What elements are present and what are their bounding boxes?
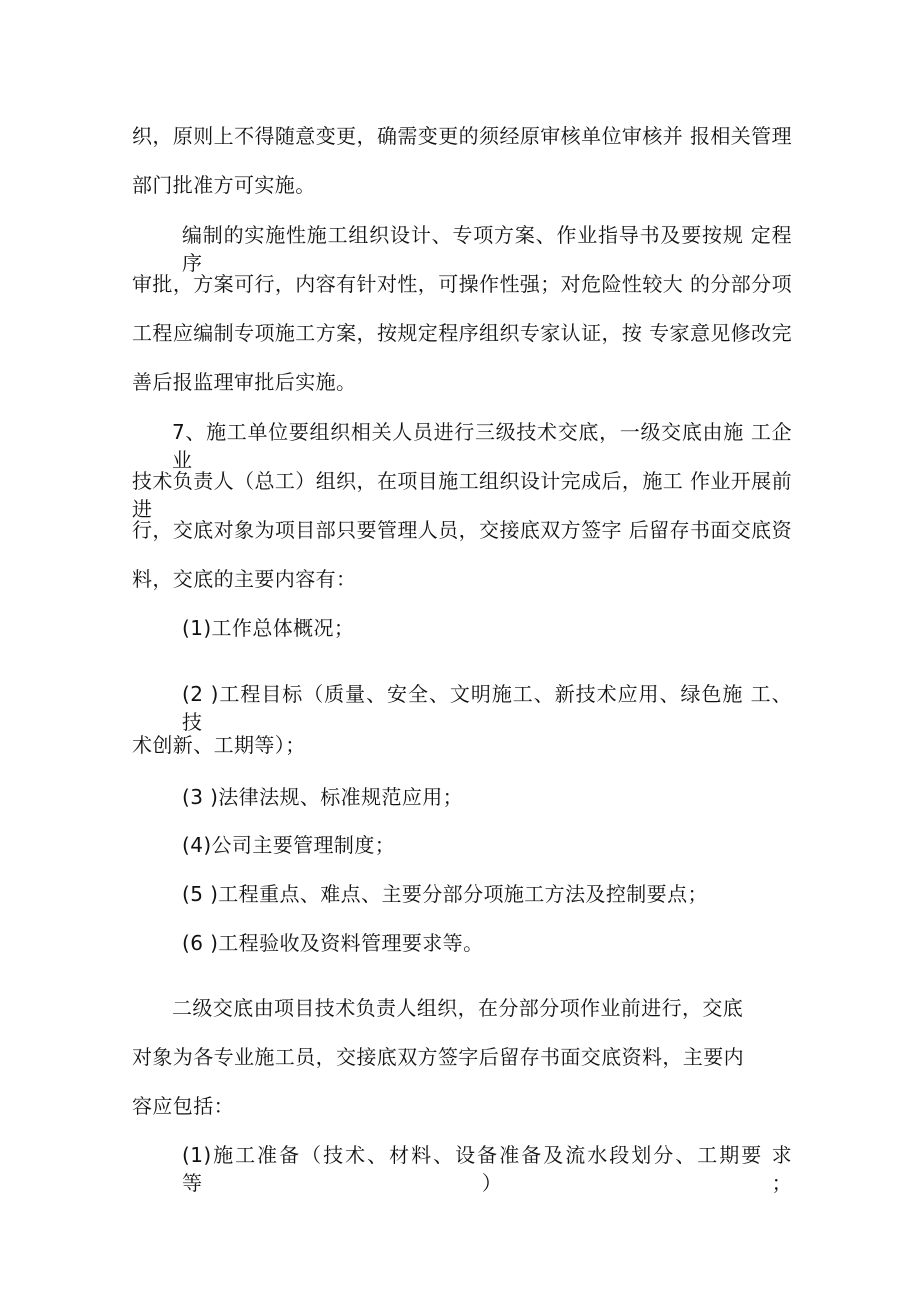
text-line: 工程应编制专项施工方案，按规定程序组织专家认证，按 专家意见修改完 <box>132 321 792 345</box>
text-line: (2 )工程目标（质量、安全、文明施工、新技术应用、绿色施 工、技 <box>182 682 792 734</box>
text-line: 织，原则上不得随意变更，确需变更的须经原审核单位审核并 报相关管理 <box>132 124 792 148</box>
text-line: 审批，方案可行，内容有针对性，可操作性强；对危险性较大 的分部分项 <box>132 272 792 296</box>
text-line: 善后报监理审批后实施。 <box>132 370 357 394</box>
text-line: 容应包括： <box>132 1094 234 1118</box>
text-line: (4)公司主要管理制度； <box>182 833 396 857</box>
text-line: 术创新、工期等）； <box>132 733 306 757</box>
text-line: (5 )工程重点、难点、主要分部分项施工方法及控制要点； <box>182 882 708 906</box>
text-line: 技术负责人（总工）组织，在项目施工组织设计完成后，施工 作业开展前进 <box>132 469 792 521</box>
text-line: 行，交底对象为项目部只要管理人员，交接底双方签字 后留存书面交底资 <box>132 518 792 542</box>
text-line: (3 )法律法规、标准规范应用； <box>182 785 464 809</box>
text-line: 部门批准方可实施。 <box>132 173 316 197</box>
text-line: 编制的实施性施工组织设计、专项方案、作业指导书及要按规 定程序 <box>182 223 792 275</box>
text-line: 二级交底由项目技术负责人组织，在分部分项作业前进行，交底 <box>172 996 744 1020</box>
text-line: 7、施工单位要组织相关人员进行三级技术交底，一级交底由施 工企业 <box>172 420 792 472</box>
text-line: (1)工作总体概况； <box>182 616 355 640</box>
text-line: (6 )工程验收及资料管理要求等。 <box>182 931 484 955</box>
text-line: 对象为各专业施工员，交接底双方签字后留存书面交底资料，主要内 <box>132 1045 744 1069</box>
text-line: (1)施工准备（技术、材料、设备准备及流水段划分、工期要 求等）； <box>182 1143 792 1195</box>
text-line: 料，交底的主要内容有： <box>132 567 357 591</box>
